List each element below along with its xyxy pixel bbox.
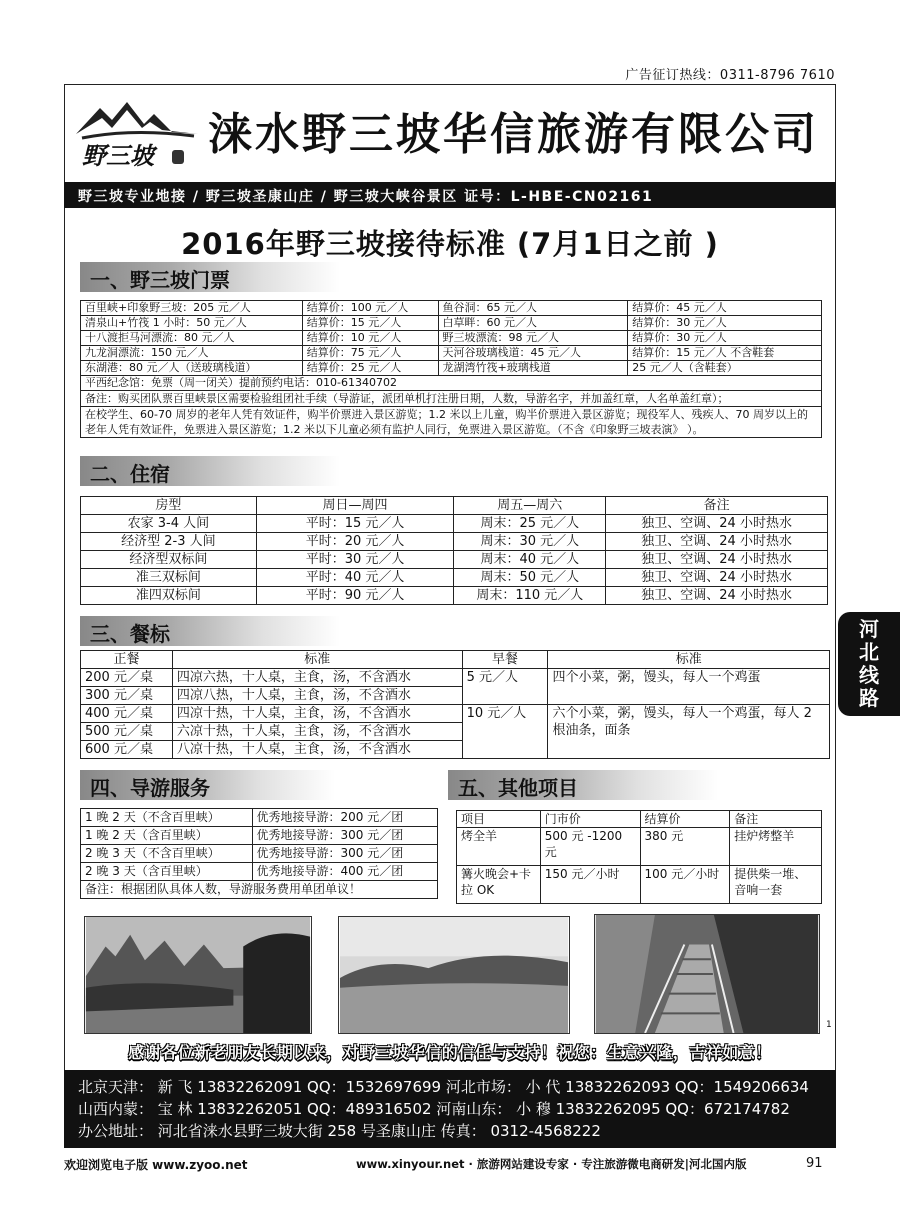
main-title: 2016年野三坡接待标准 (7月1日之前 ) <box>181 227 719 261</box>
ticket-cell: 结算价：45 元／人 <box>628 301 822 316</box>
ticket-cell: 结算价：15 元／人 <box>302 316 438 331</box>
lodging-cell: 平时：20 元／人 <box>256 533 454 551</box>
breakfast-price: 10 元／人 <box>462 705 548 759</box>
guide-cell: 1 晚 2 天（不含百里峡） <box>81 809 253 827</box>
ticket-cell: 清泉山+竹筏 1 小时：50 元／人 <box>81 316 303 331</box>
ticket-cell: 25 元／人（含鞋套） <box>628 361 822 376</box>
meals-cell: 四凉八热，十人桌，主食，汤，不含酒水 <box>172 687 462 705</box>
meals-cell: 500 元／桌 <box>81 723 173 741</box>
memorial-row: 平西纪念馆：免票（周一闭关）提前预约电话：010-61340702 <box>81 376 822 391</box>
guide-cell: 优秀地接导游：300 元／团 <box>252 845 437 863</box>
ticket-row <box>81 346 822 361</box>
other-header: 结算价 <box>640 811 730 828</box>
ticket-cell: 结算价：75 元／人 <box>302 346 438 361</box>
ticket-cell: 百里峡+印象野三坡：205 元／人 <box>81 301 303 316</box>
meals-row <box>81 669 830 687</box>
meals-table <box>80 650 830 759</box>
lodging-cell: 独卫、空调、24 小时热水 <box>606 551 828 569</box>
other-header: 备注 <box>730 811 822 828</box>
meals-header: 正餐 <box>81 651 173 669</box>
meals-cell: 四凉六热，十人桌，主食，汤，不含酒水 <box>172 669 462 687</box>
breakfast-desc: 六个小菜，粥，馒头，每人一个鸡蛋，每人 2 根油条，面条 <box>548 705 830 759</box>
guide-cell: 优秀地接导游：300 元／团 <box>252 827 437 845</box>
other-cell: 提供柴一堆、音响一套 <box>730 866 822 904</box>
lodging-row <box>81 587 828 605</box>
lodging-row <box>81 569 828 587</box>
lodging-header: 周五—周六 <box>454 497 606 515</box>
karst-river-photo <box>84 916 312 1034</box>
footer-right: www.xinyour.net · 旅游网站建设专家 · 专注旅游微电商研发|河北国内版 <box>356 1157 747 1171</box>
meals-row <box>81 705 830 723</box>
other-cell: 150 元／小时 <box>540 866 640 904</box>
guide-cell: 2 晚 3 天（不含百里峡） <box>81 845 253 863</box>
lodging-cell: 周末：30 元／人 <box>454 533 606 551</box>
ticket-cell: 结算价：10 元／人 <box>302 331 438 346</box>
meals-cell: 600 元／桌 <box>81 741 173 759</box>
tickets-table <box>80 300 822 438</box>
lodging-cell: 周末：50 元／人 <box>454 569 606 587</box>
ticket-cell: 鱼谷洞：65 元／人 <box>438 301 628 316</box>
ticket-row <box>81 331 822 346</box>
page-number: 91 <box>806 1156 823 1171</box>
lodging-cell: 农家 3-4 人间 <box>81 515 257 533</box>
ticket-cell: 九龙洞漂流：150 元／人 <box>81 346 303 361</box>
guide-cell: 优秀地接导游：400 元／团 <box>252 863 437 881</box>
photo-marker: 1 <box>826 1020 832 1030</box>
other-row <box>457 828 822 866</box>
lodging-header: 备注 <box>606 497 828 515</box>
contact-line-2: 山西内蒙： 宝 林 13832262051 QQ：489316502 河南山东： 小 穆 13832262095 QQ：672174782 <box>78 1100 790 1118</box>
other-row <box>457 866 822 904</box>
lodging-cell: 周末：25 元／人 <box>454 515 606 533</box>
company-name: 涞水野三坡华信旅游有限公司 <box>208 109 819 160</box>
lodging-cell: 独卫、空调、24 小时热水 <box>606 587 828 605</box>
section-meals-heading: 三、餐标 <box>80 616 340 646</box>
footer-left: 欢迎浏览电子版 www.zyoo.net <box>64 1158 248 1172</box>
section-lodging-heading: 二、住宿 <box>80 456 340 486</box>
guide-row <box>81 863 438 881</box>
lodging-cell: 经济型双标间 <box>81 551 257 569</box>
lodging-row <box>81 533 828 551</box>
lodging-cell: 经济型 2-3 人间 <box>81 533 257 551</box>
lodging-cell: 独卫、空调、24 小时热水 <box>606 569 828 587</box>
license-banner: 野三坡专业地接 / 野三坡圣康山庄 / 野三坡大峡谷景区 证号：L-HBE-CN02161 <box>64 182 836 208</box>
guide-cell: 2 晚 3 天（含百里峡） <box>81 863 253 881</box>
ticket-cell: 结算价：25 元／人 <box>302 361 438 376</box>
other-header: 门市价 <box>540 811 640 828</box>
section-guide-heading: 四、导游服务 <box>80 770 335 800</box>
lodging-table <box>80 496 828 605</box>
meals-cell: 四凉十热，十人桌，主食，汤，不含酒水 <box>172 705 462 723</box>
ticket-cell: 野三坡漂流：98 元／人 <box>438 331 628 346</box>
ticket-row <box>81 361 822 376</box>
ad-hotline: 广告征订热线：0311-8796 7610 <box>625 68 835 83</box>
lodging-cell: 周末：40 元／人 <box>454 551 606 569</box>
guide-row <box>81 827 438 845</box>
other-cell: 篝火晚会+卡拉 OK <box>457 866 541 904</box>
ticket-cell: 十八渡拒马河漂流：80 元／人 <box>81 331 303 346</box>
mountain-logo-icon <box>72 94 202 172</box>
contact-block <box>64 1070 836 1148</box>
other-cell: 100 元／小时 <box>640 866 730 904</box>
ticket-cell: 结算价：30 元／人 <box>628 316 822 331</box>
ticket-row <box>81 316 822 331</box>
ticket-cell: 天河谷玻璃栈道：45 元／人 <box>438 346 628 361</box>
other-cell: 500 元 -1200 元 <box>540 828 640 866</box>
guide-row <box>81 809 438 827</box>
other-header: 项目 <box>457 811 541 828</box>
guide-row <box>81 845 438 863</box>
other-cell: 烤全羊 <box>457 828 541 866</box>
ticket-row <box>81 301 822 316</box>
meals-header: 标准 <box>172 651 462 669</box>
lodging-cell: 独卫、空调、24 小时热水 <box>606 533 828 551</box>
lodging-cell: 平时：15 元／人 <box>256 515 454 533</box>
glass-plank-path-photo <box>594 914 820 1034</box>
lodging-cell: 平时：90 元／人 <box>256 587 454 605</box>
lodging-cell: 独卫、空调、24 小时热水 <box>606 515 828 533</box>
contact-line-3: 办公地址： 河北省涞水县野三坡大街 258 号圣康山庄 传真： 0312-4568222 <box>78 1122 601 1140</box>
ticket-cell: 白草畔：60 元／人 <box>438 316 628 331</box>
section-other-heading: 五、其他项目 <box>448 770 718 800</box>
meals-cell: 八凉十热，十人桌，主食，汤，不含酒水 <box>172 741 462 759</box>
thanks-banner: 感谢各位新老朋友长期以来，对野三坡华信的信任与支持！祝您：生意兴隆，吉祥如意！ <box>128 1043 772 1062</box>
meals-header: 早餐 <box>462 651 548 669</box>
ticket-cell: 结算价：15 元／人 不含鞋套 <box>628 346 822 361</box>
other-table <box>456 810 822 904</box>
lodging-row <box>81 515 828 533</box>
other-cell: 380 元 <box>640 828 730 866</box>
meals-cell: 200 元／桌 <box>81 669 173 687</box>
breakfast-price: 5 元／人 <box>462 669 548 705</box>
logo-text: 野三坡 <box>82 141 154 170</box>
ticket-cell: 龙湖湾竹筏+玻璃栈道 <box>438 361 628 376</box>
lodging-cell: 准四双标间 <box>81 587 257 605</box>
ticket-cell: 东湖港：80 元／人（送玻璃栈道） <box>81 361 303 376</box>
ticket-cell: 结算价：100 元／人 <box>302 301 438 316</box>
lodging-row <box>81 551 828 569</box>
ticket-cell: 结算价：30 元／人 <box>628 331 822 346</box>
other-cell: 挂炉烤整羊 <box>730 828 822 866</box>
lodging-cell: 平时：40 元／人 <box>256 569 454 587</box>
tickets-note-2: 在校学生、60-70 周岁的老年人凭有效证件，购半价票进入景区游览；1.2 米以上儿童，购半价票进入景区游览；现役军人、残疾人、70 周岁以上的老年人凭有效证件，免票进入景区游览；1.2 米以下儿童必须有监护人同行，免票进入景区游览。（不含《印象野三坡表演》 ）。 <box>81 407 822 438</box>
meals-header: 标准 <box>548 651 830 669</box>
grassland-hill-photo <box>338 916 570 1034</box>
guide-cell: 1 晚 2 天（含百里峡） <box>81 827 253 845</box>
lodging-header: 房型 <box>81 497 257 515</box>
guide-cell: 优秀地接导游：200 元／团 <box>252 809 437 827</box>
contact-line-1: 北京天津： 新 飞 13832262091 QQ：1532697699 河北市场： 小 代 13832262093 QQ：1549206634 <box>78 1078 809 1096</box>
lodging-cell: 准三双标间 <box>81 569 257 587</box>
hebei-route-tab: 河 北 线 路 <box>838 612 900 716</box>
guide-table <box>80 808 438 899</box>
lodging-header: 周日—周四 <box>256 497 454 515</box>
lodging-cell: 周末：110 元／人 <box>454 587 606 605</box>
meals-cell: 六凉十热，十人桌，主食，汤，不含酒水 <box>172 723 462 741</box>
meals-cell: 300 元／桌 <box>81 687 173 705</box>
lodging-cell: 平时：30 元／人 <box>256 551 454 569</box>
section-tickets-heading: 一、野三坡门票 <box>80 262 340 292</box>
breakfast-desc: 四个小菜，粥，馒头，每人一个鸡蛋 <box>548 669 830 705</box>
guide-note: 备注：根据团队具体人数，导游服务费用单团单议！ <box>81 881 438 899</box>
tickets-note-1: 备注：购买团队票百里峡景区需要检验组团社手续（导游证，派团单机打注册日期，人数，导游名字，并加盖红章，人名单盖红章）； <box>81 391 822 407</box>
meals-cell: 400 元／桌 <box>81 705 173 723</box>
